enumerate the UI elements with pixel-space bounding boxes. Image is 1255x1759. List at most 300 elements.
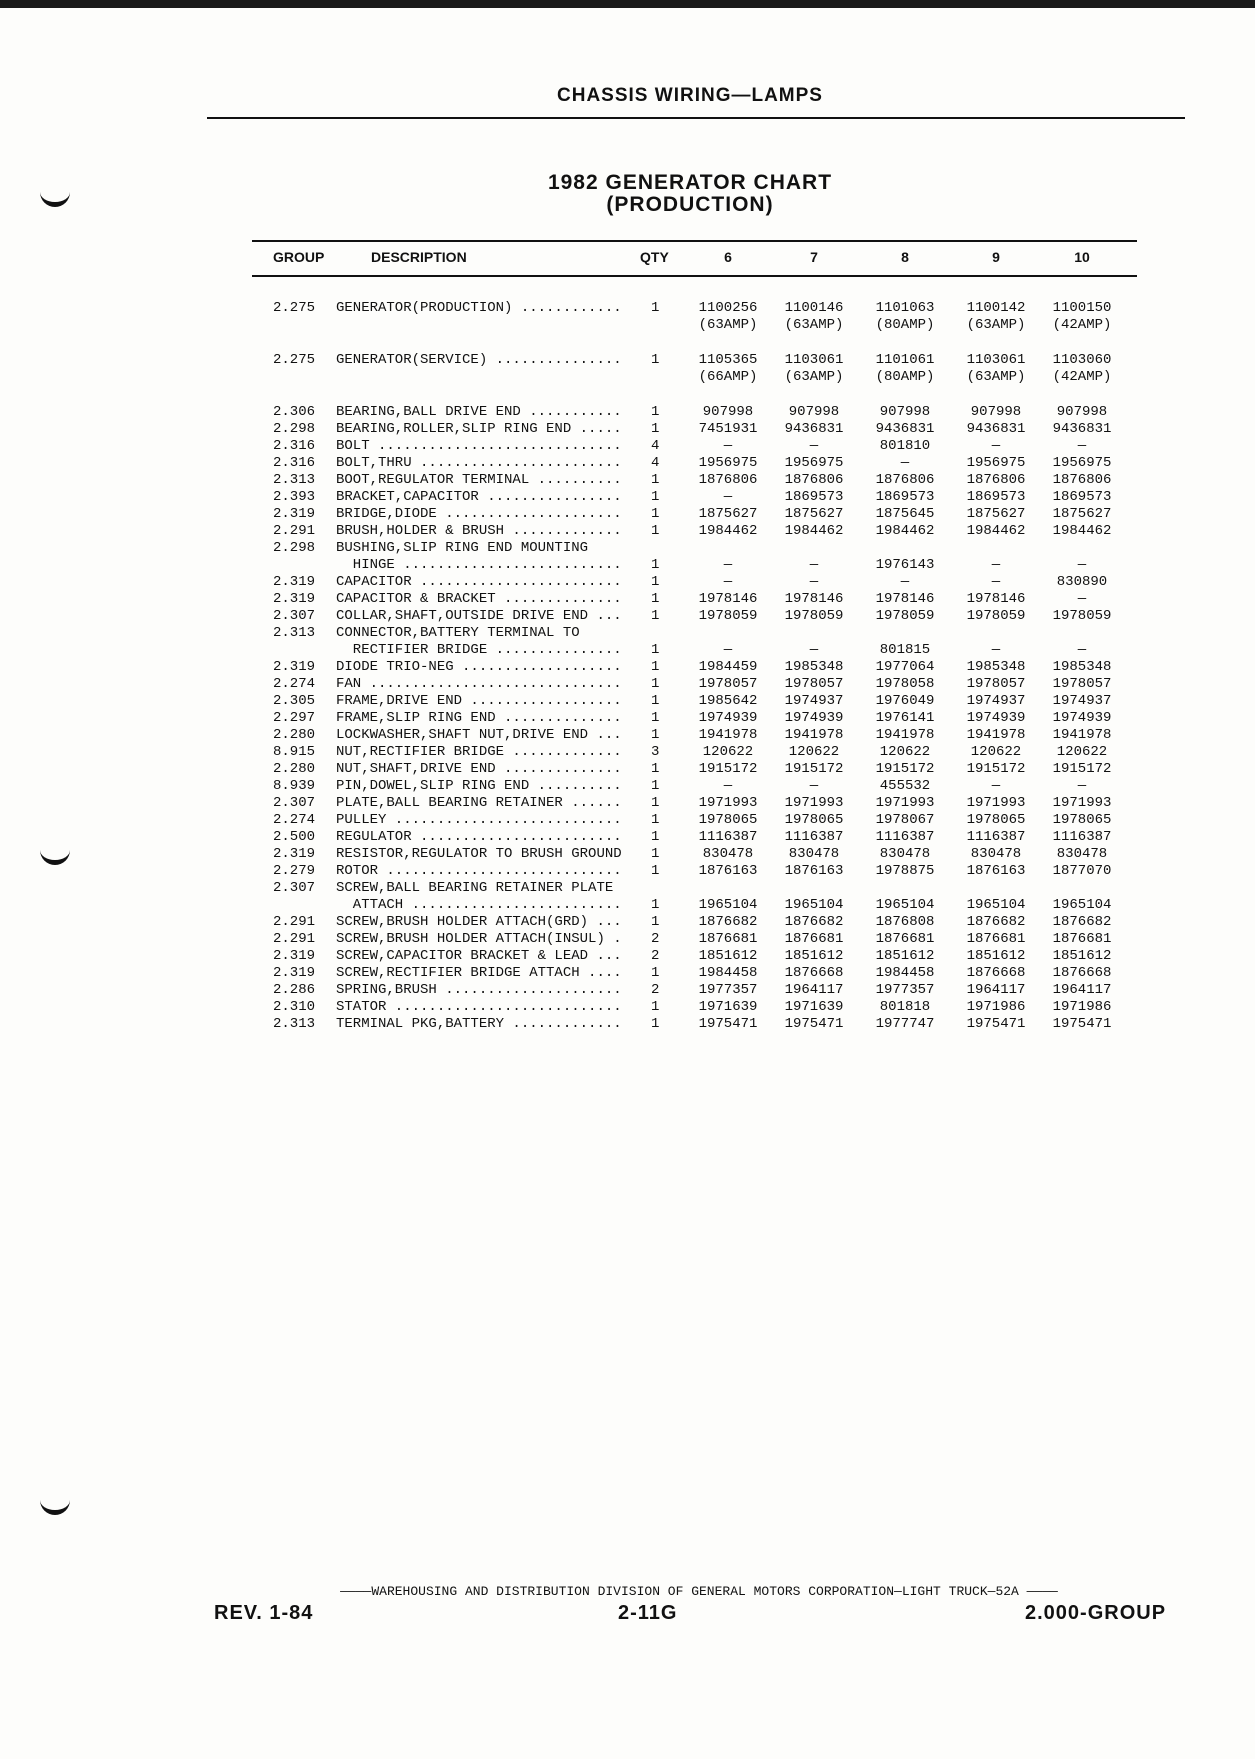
- row-part-number: —: [723, 557, 733, 573]
- row-part-number: 1116387: [698, 829, 758, 845]
- table-row: [0, 608, 1255, 625]
- row-part-number: 1978059: [875, 608, 935, 624]
- row-description: BUSHING,SLIP RING END MOUNTING: [336, 540, 589, 556]
- row-group: 2.307: [273, 880, 316, 896]
- row-part-number: —: [723, 642, 733, 658]
- row-part-number: 1956975: [1052, 455, 1112, 471]
- row-group: 2.500: [273, 829, 316, 845]
- row-description: LOCKWASHER,SHAFT NUT,DRIVE END ...: [336, 727, 622, 743]
- row-part-number: 1876682: [1052, 914, 1112, 930]
- row-part-number: 1915172: [784, 761, 844, 777]
- row-group: 8.915: [273, 744, 316, 760]
- row-part-number: 1100142: [966, 300, 1026, 316]
- row-part-number: 1978067: [875, 812, 935, 828]
- row-description: BOOT,REGULATOR TERMINAL ..........: [336, 472, 622, 488]
- row-group: 2.298: [273, 540, 316, 556]
- row-qty: 1: [651, 812, 660, 828]
- row-part-number: 830890: [1056, 574, 1108, 590]
- row-part-number: 1875627: [1052, 506, 1112, 522]
- row-part-number: (63AMP): [784, 317, 844, 333]
- row-qty: 2: [651, 948, 660, 964]
- row-qty: 4: [651, 438, 660, 454]
- row-part-number: 1915172: [875, 761, 935, 777]
- row-part-number: 1116387: [784, 829, 844, 845]
- row-part-number: —: [991, 778, 1001, 794]
- row-part-number: 1875627: [698, 506, 758, 522]
- row-part-number: 1876806: [1052, 472, 1112, 488]
- row-part-number: (42AMP): [1052, 369, 1112, 385]
- row-part-number: 1971986: [966, 999, 1026, 1015]
- row-part-number: 1974939: [784, 710, 844, 726]
- row-part-number: 1978065: [698, 812, 758, 828]
- binder-mark: [40, 1490, 70, 1515]
- row-part-number: 1876668: [784, 965, 844, 981]
- row-part-number: 1974937: [1052, 693, 1112, 709]
- row-qty: 1: [651, 506, 660, 522]
- row-description: BOLT,THRU ........................: [336, 455, 622, 471]
- row-part-number: —: [1077, 591, 1087, 607]
- row-part-number: 1977357: [698, 982, 758, 998]
- table-row: [0, 1016, 1255, 1033]
- row-part-number: 1965104: [966, 897, 1026, 913]
- row-part-number: 1964117: [966, 982, 1026, 998]
- column-header-description: DESCRIPTION: [371, 249, 467, 265]
- row-part-number: 830478: [879, 846, 931, 862]
- row-qty: 1: [651, 300, 660, 316]
- row-part-number: 1978059: [1052, 608, 1112, 624]
- table-row: [0, 676, 1255, 693]
- row-part-number: 1876681: [784, 931, 844, 947]
- row-part-number: 830478: [1056, 846, 1108, 862]
- row-part-number: 1876682: [698, 914, 758, 930]
- row-part-number: 1964117: [1052, 982, 1112, 998]
- row-part-number: 1985348: [784, 659, 844, 675]
- table-row: [0, 591, 1255, 608]
- row-part-number: —: [991, 438, 1001, 454]
- table-row: [0, 863, 1255, 880]
- table-row: [0, 317, 1255, 334]
- row-part-number: 1876163: [698, 863, 758, 879]
- row-qty: 1: [651, 591, 660, 607]
- row-qty: 1: [651, 489, 660, 505]
- row-group: 2.319: [273, 506, 316, 522]
- row-group: 2.313: [273, 472, 316, 488]
- row-part-number: —: [991, 642, 1001, 658]
- row-qty: 3: [651, 744, 660, 760]
- row-description: BEARING,BALL DRIVE END ...........: [336, 404, 622, 420]
- chart-title-line1: 1982 GENERATOR CHART: [547, 171, 833, 194]
- row-qty: 1: [651, 999, 660, 1015]
- row-part-number: —: [723, 438, 733, 454]
- row-part-number: 1978057: [1052, 676, 1112, 692]
- row-description: FRAME,DRIVE END ..................: [336, 693, 622, 709]
- row-part-number: 1978059: [966, 608, 1026, 624]
- table-top-rule: [252, 240, 1137, 242]
- row-part-number: 830478: [788, 846, 840, 862]
- row-qty: 2: [651, 982, 660, 998]
- row-description: BRUSH,HOLDER & BRUSH .............: [336, 523, 622, 539]
- row-qty: 4: [651, 455, 660, 471]
- footer-page-number: 2-11G: [618, 1602, 678, 1624]
- row-qty: 1: [651, 829, 660, 845]
- row-group: 2.305: [273, 693, 316, 709]
- row-part-number: 1977747: [875, 1016, 935, 1032]
- table-row: [0, 642, 1255, 659]
- row-part-number: 1965104: [784, 897, 844, 913]
- table-row: [0, 829, 1255, 846]
- row-part-number: 1851612: [698, 948, 758, 964]
- table-row: [0, 455, 1255, 472]
- column-header-model: 8: [901, 249, 909, 265]
- row-part-number: 1876682: [784, 914, 844, 930]
- row-part-number: 1978058: [875, 676, 935, 692]
- row-description: SCREW,RECTIFIER BRIDGE ATTACH ....: [336, 965, 622, 981]
- row-part-number: 1877070: [1052, 863, 1112, 879]
- row-group: 2.319: [273, 574, 316, 590]
- table-row: [0, 659, 1255, 676]
- row-part-number: 1964117: [784, 982, 844, 998]
- row-part-number: 1876806: [875, 472, 935, 488]
- table-row: [0, 352, 1255, 369]
- table-row: [0, 369, 1255, 386]
- row-qty: 1: [651, 795, 660, 811]
- table-row: [0, 744, 1255, 761]
- row-part-number: 1971639: [784, 999, 844, 1015]
- footer-publisher-line: ————WAREHOUSING AND DISTRIBUTION DIVISION OF GENERAL MOTORS CORPORATION—LIGHT TRUCK—52A ————: [340, 1584, 1058, 1599]
- row-part-number: 1876668: [966, 965, 1026, 981]
- row-part-number: 1978065: [784, 812, 844, 828]
- row-part-number: 1974939: [1052, 710, 1112, 726]
- table-row: [0, 812, 1255, 829]
- row-qty: 1: [651, 352, 660, 368]
- table-row: [0, 574, 1255, 591]
- row-group: 2.307: [273, 608, 316, 624]
- table-row: [0, 693, 1255, 710]
- row-part-number: 120622: [702, 744, 754, 760]
- row-qty: 1: [651, 846, 660, 862]
- table-row: [0, 472, 1255, 489]
- row-part-number: 1915172: [698, 761, 758, 777]
- row-group: 2.319: [273, 659, 316, 675]
- row-part-number: 1876668: [1052, 965, 1112, 981]
- row-part-number: 120622: [970, 744, 1022, 760]
- row-qty: 1: [651, 710, 660, 726]
- row-description: SPRING,BRUSH .....................: [336, 982, 622, 998]
- row-part-number: 1965104: [1052, 897, 1112, 913]
- row-group: 2.275: [273, 352, 316, 368]
- table-row: [0, 540, 1255, 557]
- row-part-number: 9436831: [1052, 421, 1112, 437]
- row-part-number: 1876806: [784, 472, 844, 488]
- row-part-number: 907998: [702, 404, 754, 420]
- row-qty: 1: [651, 965, 660, 981]
- row-part-number: 1876163: [966, 863, 1026, 879]
- row-part-number: —: [809, 642, 819, 658]
- table-row: [0, 727, 1255, 744]
- row-part-number: 1971993: [966, 795, 1026, 811]
- row-group: 2.319: [273, 965, 316, 981]
- row-part-number: 1875627: [784, 506, 844, 522]
- row-description: GENERATOR(SERVICE) ...............: [336, 352, 622, 368]
- row-part-number: 1876681: [1052, 931, 1112, 947]
- row-part-number: 1978146: [784, 591, 844, 607]
- row-description: NUT,SHAFT,DRIVE END ..............: [336, 761, 622, 777]
- row-description: BRACKET,CAPACITOR ................: [336, 489, 622, 505]
- row-part-number: 1978059: [784, 608, 844, 624]
- row-part-number: 1851612: [966, 948, 1026, 964]
- row-part-number: 1101063: [875, 300, 935, 316]
- row-part-number: 1978146: [698, 591, 758, 607]
- table-row: [0, 914, 1255, 931]
- row-part-number: —: [1077, 778, 1087, 794]
- row-part-number: 1974937: [966, 693, 1026, 709]
- table-row: [0, 506, 1255, 523]
- row-part-number: 1974939: [966, 710, 1026, 726]
- row-description: PULLEY ...........................: [336, 812, 622, 828]
- row-group: 2.274: [273, 812, 316, 828]
- row-part-number: 1971993: [1052, 795, 1112, 811]
- row-part-number: 1984462: [698, 523, 758, 539]
- row-qty: 1: [651, 914, 660, 930]
- row-part-number: 1975471: [784, 1016, 844, 1032]
- row-part-number: 830478: [970, 846, 1022, 862]
- row-part-number: 1103061: [784, 352, 844, 368]
- row-part-number: 1985348: [1052, 659, 1112, 675]
- row-part-number: 455532: [879, 778, 931, 794]
- row-part-number: 801815: [879, 642, 931, 658]
- row-part-number: —: [809, 557, 819, 573]
- row-part-number: —: [1077, 557, 1087, 573]
- row-qty: 1: [651, 778, 660, 794]
- row-description: PIN,DOWEL,SLIP RING END ..........: [336, 778, 622, 794]
- row-part-number: 1984462: [1052, 523, 1112, 539]
- row-part-number: 1974939: [698, 710, 758, 726]
- table-row: [0, 778, 1255, 795]
- row-part-number: 1965104: [698, 897, 758, 913]
- row-description: STATOR ...........................: [336, 999, 622, 1015]
- row-qty: 1: [651, 863, 660, 879]
- row-description: BEARING,ROLLER,SLIP RING END .....: [336, 421, 622, 437]
- header-rule: [207, 117, 1185, 119]
- row-description: TERMINAL PKG,BATTERY .............: [336, 1016, 622, 1032]
- row-part-number: 1956975: [698, 455, 758, 471]
- row-group: 2.319: [273, 591, 316, 607]
- row-part-number: 1105365: [698, 352, 758, 368]
- row-part-number: 1876163: [784, 863, 844, 879]
- row-part-number: 1876681: [966, 931, 1026, 947]
- row-part-number: —: [723, 574, 733, 590]
- row-qty: 1: [651, 472, 660, 488]
- row-group: 2.310: [273, 999, 316, 1015]
- row-part-number: (63AMP): [966, 369, 1026, 385]
- row-group: 2.313: [273, 625, 316, 641]
- row-part-number: 1977357: [875, 982, 935, 998]
- row-part-number: —: [991, 574, 1001, 590]
- row-qty: 1: [651, 1016, 660, 1032]
- row-part-number: 1851612: [875, 948, 935, 964]
- row-group: 2.313: [273, 1016, 316, 1032]
- row-qty: 1: [651, 557, 660, 573]
- row-part-number: 1941978: [1052, 727, 1112, 743]
- row-qty: 1: [651, 727, 660, 743]
- row-part-number: 1978065: [1052, 812, 1112, 828]
- row-part-number: 1978146: [875, 591, 935, 607]
- row-part-number: (66AMP): [698, 369, 758, 385]
- row-part-number: —: [900, 574, 910, 590]
- row-part-number: —: [723, 778, 733, 794]
- footer-group: 2.000-GROUP: [1025, 1602, 1167, 1624]
- row-part-number: 801818: [879, 999, 931, 1015]
- row-part-number: 1978057: [698, 676, 758, 692]
- table-row: [0, 795, 1255, 812]
- row-part-number: 1984459: [698, 659, 758, 675]
- row-part-number: 1971993: [784, 795, 844, 811]
- row-part-number: (80AMP): [875, 317, 935, 333]
- row-part-number: 1977064: [875, 659, 935, 675]
- row-part-number: 907998: [788, 404, 840, 420]
- row-part-number: 1984462: [875, 523, 935, 539]
- row-description: CAPACITOR & BRACKET ..............: [336, 591, 622, 607]
- row-part-number: 1975471: [966, 1016, 1026, 1032]
- row-group: 2.316: [273, 455, 316, 471]
- row-group: 2.306: [273, 404, 316, 420]
- row-part-number: 1876806: [698, 472, 758, 488]
- page-top-edge: [0, 0, 1255, 8]
- row-part-number: 1941978: [966, 727, 1026, 743]
- row-part-number: —: [1077, 642, 1087, 658]
- row-part-number: 1876681: [698, 931, 758, 947]
- row-description: SCREW,BALL BEARING RETAINER PLATE: [336, 880, 614, 896]
- row-qty: 1: [651, 608, 660, 624]
- row-part-number: 1956975: [966, 455, 1026, 471]
- row-group: 2.279: [273, 863, 316, 879]
- row-group: 2.280: [273, 727, 316, 743]
- row-part-number: 1941978: [698, 727, 758, 743]
- row-part-number: 1869573: [784, 489, 844, 505]
- row-part-number: 1984458: [698, 965, 758, 981]
- row-group: 2.280: [273, 761, 316, 777]
- row-part-number: 907998: [970, 404, 1022, 420]
- row-description: FRAME,SLIP RING END ..............: [336, 710, 622, 726]
- row-part-number: 1978065: [966, 812, 1026, 828]
- row-part-number: 1100146: [784, 300, 844, 316]
- row-description: DIODE TRIO-NEG ...................: [336, 659, 622, 675]
- row-group: 2.316: [273, 438, 316, 454]
- row-part-number: 1976141: [875, 710, 935, 726]
- row-part-number: 1976143: [875, 557, 935, 573]
- row-description: SCREW,BRUSH HOLDER ATTACH(INSUL) .: [336, 931, 622, 947]
- row-description: BOLT .............................: [336, 438, 622, 454]
- table-row: [0, 931, 1255, 948]
- row-group: 8.939: [273, 778, 316, 794]
- table-row: [0, 489, 1255, 506]
- row-description: GENERATOR(PRODUCTION) ............: [336, 300, 622, 316]
- footer-revision: REV. 1-84: [214, 1602, 314, 1624]
- row-group: 2.319: [273, 948, 316, 964]
- row-part-number: —: [900, 455, 910, 471]
- row-part-number: 1103061: [966, 352, 1026, 368]
- row-part-number: 1984462: [966, 523, 1026, 539]
- table-row: [0, 999, 1255, 1016]
- row-part-number: 907998: [1056, 404, 1108, 420]
- table-row: [0, 982, 1255, 999]
- row-part-number: 1876682: [966, 914, 1026, 930]
- row-part-number: (80AMP): [875, 369, 935, 385]
- row-description: HINGE ..........................: [336, 557, 622, 573]
- row-part-number: —: [809, 574, 819, 590]
- row-part-number: 1971993: [698, 795, 758, 811]
- row-part-number: 1971639: [698, 999, 758, 1015]
- row-part-number: 1875627: [966, 506, 1026, 522]
- row-part-number: 1978057: [784, 676, 844, 692]
- row-part-number: 9436831: [784, 421, 844, 437]
- page-header-title: CHASSIS WIRING—LAMPS: [557, 85, 823, 106]
- row-part-number: —: [1077, 438, 1087, 454]
- row-part-number: 1876681: [875, 931, 935, 947]
- row-part-number: 1100256: [698, 300, 758, 316]
- row-part-number: (42AMP): [1052, 317, 1112, 333]
- row-part-number: 1875645: [875, 506, 935, 522]
- row-part-number: 1851612: [1052, 948, 1112, 964]
- row-part-number: 830478: [702, 846, 754, 862]
- row-description: ATTACH .........................: [336, 897, 622, 913]
- row-part-number: 1941978: [875, 727, 935, 743]
- row-group: 2.393: [273, 489, 316, 505]
- row-part-number: 1100150: [1052, 300, 1112, 316]
- table-row: [0, 965, 1255, 982]
- chart-title-line2: (PRODUCTION): [606, 193, 774, 216]
- row-description: PLATE,BALL BEARING RETAINER ......: [336, 795, 622, 811]
- row-part-number: 1971986: [1052, 999, 1112, 1015]
- row-part-number: 1984458: [875, 965, 935, 981]
- row-part-number: 1984462: [784, 523, 844, 539]
- row-part-number: 1975471: [698, 1016, 758, 1032]
- row-description: CONNECTOR,BATTERY TERMINAL TO: [336, 625, 580, 641]
- row-qty: 2: [651, 931, 660, 947]
- row-part-number: 1985642: [698, 693, 758, 709]
- table-row: [0, 300, 1255, 317]
- row-part-number: 1116387: [1052, 829, 1112, 845]
- row-part-number: 1116387: [966, 829, 1026, 845]
- table-row: [0, 710, 1255, 727]
- table-row: [0, 404, 1255, 421]
- row-part-number: 1876806: [966, 472, 1026, 488]
- row-part-number: (63AMP): [784, 369, 844, 385]
- row-group: 2.275: [273, 300, 316, 316]
- row-part-number: 1915172: [966, 761, 1026, 777]
- row-part-number: 1941978: [784, 727, 844, 743]
- row-description: SCREW,BRUSH HOLDER ATTACH(GRD) ...: [336, 914, 622, 930]
- row-part-number: —: [991, 557, 1001, 573]
- row-part-number: 9436831: [875, 421, 935, 437]
- row-qty: 1: [651, 421, 660, 437]
- row-part-number: 907998: [879, 404, 931, 420]
- table-row: [0, 897, 1255, 914]
- row-qty: 1: [651, 761, 660, 777]
- column-header-model: 10: [1074, 249, 1090, 265]
- row-description: ROTOR ............................: [336, 863, 622, 879]
- row-group: 2.307: [273, 795, 316, 811]
- row-part-number: —: [809, 778, 819, 794]
- column-header-qty: QTY: [640, 249, 669, 265]
- row-group: 2.297: [273, 710, 316, 726]
- row-group: 2.274: [273, 676, 316, 692]
- row-group: 2.291: [273, 914, 316, 930]
- table-row: [0, 557, 1255, 574]
- row-qty: 1: [651, 574, 660, 590]
- row-part-number: 1869573: [1052, 489, 1112, 505]
- row-description: NUT,RECTIFIER BRIDGE .............: [336, 744, 622, 760]
